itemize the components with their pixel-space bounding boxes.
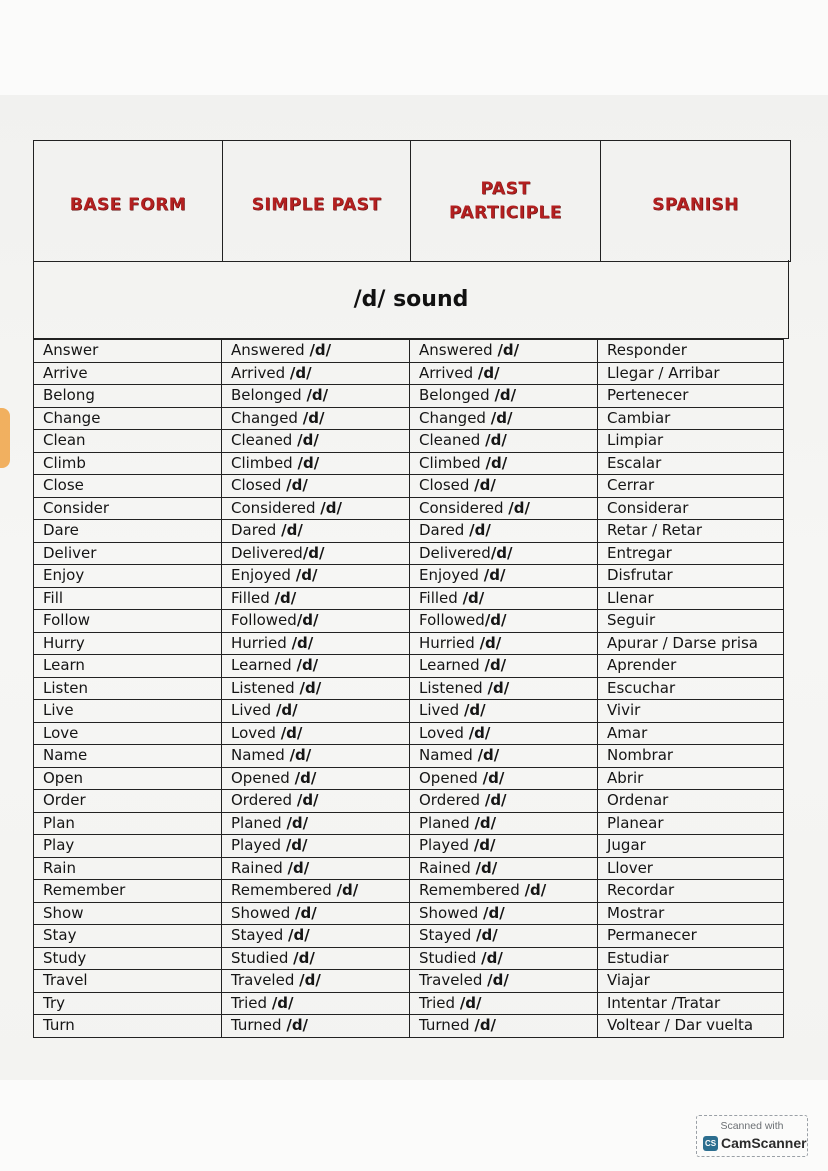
base-form-cell: Remember bbox=[34, 880, 222, 903]
simple-past-cell bbox=[222, 767, 410, 790]
spanish-cell: Pertenecer bbox=[598, 385, 784, 408]
verb-form: Ordered bbox=[231, 791, 293, 810]
d-sound-marker: /d/ bbox=[508, 498, 530, 517]
simple-past-cell bbox=[222, 812, 410, 835]
simple-past-cell bbox=[222, 947, 410, 970]
spanish-cell: Vivir bbox=[598, 700, 784, 723]
d-sound-marker: /d/ bbox=[484, 791, 507, 810]
base-form-cell: Name bbox=[34, 745, 222, 768]
base-form-cell: Clean bbox=[34, 430, 222, 453]
base-form-cell: Love bbox=[34, 722, 222, 745]
verb-form: Filled bbox=[419, 588, 458, 607]
d-sound-marker: /d/ bbox=[483, 903, 505, 922]
past-participle-cell bbox=[410, 745, 598, 768]
verb-form: Changed bbox=[419, 408, 486, 427]
base-form-cell: Fill bbox=[34, 587, 222, 610]
d-sound-marker: /d/ bbox=[274, 588, 297, 607]
spanish-cell: Intentar /Tratar bbox=[598, 992, 784, 1015]
table-row bbox=[34, 880, 784, 903]
simple-past-cell bbox=[222, 677, 410, 700]
verb-form: Considered bbox=[231, 498, 316, 517]
past-participle-cell bbox=[410, 970, 598, 993]
d-sound-marker: /d/ bbox=[297, 431, 319, 450]
simple-past-cell bbox=[222, 857, 410, 880]
verb-form: Loved bbox=[231, 723, 276, 742]
table-row bbox=[34, 970, 784, 993]
verb-form: Planed bbox=[231, 813, 282, 832]
verb-form: Delivered bbox=[231, 543, 303, 562]
column-header-row bbox=[33, 140, 791, 262]
table-row bbox=[34, 520, 784, 543]
verb-form: Learned bbox=[419, 656, 480, 675]
verb-form: Learned bbox=[231, 656, 292, 675]
spanish-cell: Cambiar bbox=[598, 407, 784, 430]
base-form-cell: Show bbox=[34, 902, 222, 925]
base-form-cell: Consider bbox=[34, 497, 222, 520]
d-sound-marker: /d/ bbox=[524, 881, 547, 900]
spanish-cell: Cerrar bbox=[598, 475, 784, 498]
past-participle-cell bbox=[410, 340, 598, 363]
past-participle-cell bbox=[410, 520, 598, 543]
table-row bbox=[34, 632, 784, 655]
spanish-cell: Considerar bbox=[598, 497, 784, 520]
simple-past-cell bbox=[222, 340, 410, 363]
d-sound-marker: /d/ bbox=[289, 746, 312, 765]
spanish-cell: Nombrar bbox=[598, 745, 784, 768]
verb-form: Closed bbox=[231, 476, 282, 495]
simple-past-cell bbox=[222, 407, 410, 430]
spanish-cell: Escalar bbox=[598, 452, 784, 475]
past-participle-cell bbox=[410, 565, 598, 588]
d-sound-marker: /d/ bbox=[484, 656, 507, 675]
d-sound-marker: /d/ bbox=[468, 723, 491, 742]
base-form-cell: Live bbox=[34, 700, 222, 723]
verb-form: Arrived bbox=[231, 363, 286, 382]
base-form-cell: Plan bbox=[34, 812, 222, 835]
past-participle-cell bbox=[410, 475, 598, 498]
spanish-cell: Llegar / Arribar bbox=[598, 362, 784, 385]
base-form-cell: Play bbox=[34, 835, 222, 858]
d-sound-marker: /d/ bbox=[285, 836, 308, 855]
past-participle-cell bbox=[410, 610, 598, 633]
simple-past-cell bbox=[222, 880, 410, 903]
d-sound-marker: /d/ bbox=[295, 566, 318, 585]
verb-form: Dared bbox=[419, 521, 465, 540]
header-base-form: BASE FORM bbox=[34, 141, 223, 261]
verb-form: Lived bbox=[231, 701, 272, 720]
d-sound-marker: /d/ bbox=[280, 723, 303, 742]
verb-form: Turned bbox=[419, 1016, 470, 1035]
base-form-cell: Rain bbox=[34, 857, 222, 880]
d-sound-marker: /d/ bbox=[297, 453, 320, 472]
past-participle-cell bbox=[410, 385, 598, 408]
simple-past-cell bbox=[222, 700, 410, 723]
base-form-cell: Answer bbox=[34, 340, 222, 363]
past-participle-cell bbox=[410, 1015, 598, 1038]
d-sound-marker: /d/ bbox=[463, 701, 486, 720]
spanish-cell: Llover bbox=[598, 857, 784, 880]
past-participle-cell bbox=[410, 497, 598, 520]
simple-past-cell bbox=[222, 790, 410, 813]
d-sound-marker: /d/ bbox=[293, 948, 315, 967]
verb-form: Closed bbox=[419, 476, 470, 495]
verb-form: Tried bbox=[419, 993, 456, 1012]
d-sound-marker: /d/ bbox=[299, 678, 322, 697]
page-edge-mark bbox=[0, 408, 10, 468]
verb-form: Traveled bbox=[419, 971, 483, 990]
verb-form: Hurried bbox=[231, 633, 287, 652]
d-sound-marker: /d/ bbox=[287, 858, 310, 877]
simple-past-cell bbox=[222, 655, 410, 678]
base-form-cell: Climb bbox=[34, 452, 222, 475]
simple-past-cell bbox=[222, 835, 410, 858]
spanish-cell: Jugar bbox=[598, 835, 784, 858]
d-sound-marker: /d/ bbox=[482, 768, 505, 787]
table-row bbox=[34, 857, 784, 880]
spanish-cell: Entregar bbox=[598, 542, 784, 565]
spanish-cell: Aprender bbox=[598, 655, 784, 678]
past-participle-cell bbox=[410, 655, 598, 678]
d-sound-marker: /d/ bbox=[477, 746, 500, 765]
d-sound-marker: /d/ bbox=[320, 498, 342, 517]
d-sound-marker: /d/ bbox=[281, 521, 303, 540]
table-row bbox=[34, 452, 784, 475]
base-form-cell: Change bbox=[34, 407, 222, 430]
past-participle-cell bbox=[410, 767, 598, 790]
past-participle-cell bbox=[410, 925, 598, 948]
past-participle-cell bbox=[410, 902, 598, 925]
verb-form: Traveled bbox=[231, 971, 295, 990]
d-sound-marker: /d/ bbox=[479, 633, 502, 652]
past-participle-cell bbox=[410, 722, 598, 745]
verb-form: Remembered bbox=[419, 881, 520, 900]
verb-form: Answered bbox=[231, 341, 305, 360]
base-form-cell: Study bbox=[34, 947, 222, 970]
table-row bbox=[34, 745, 784, 768]
verb-form: Rained bbox=[231, 858, 283, 877]
table-row bbox=[34, 722, 784, 745]
section-title: /d/ sound bbox=[33, 260, 789, 339]
spanish-cell: Retar / Retar bbox=[598, 520, 784, 543]
base-form-cell: Follow bbox=[34, 610, 222, 633]
base-form-cell: Arrive bbox=[34, 362, 222, 385]
past-participle-cell bbox=[410, 677, 598, 700]
verb-form: Followed bbox=[419, 611, 485, 630]
spanish-cell: Seguir bbox=[598, 610, 784, 633]
table-row bbox=[34, 700, 784, 723]
past-participle-cell bbox=[410, 430, 598, 453]
simple-past-cell bbox=[222, 902, 410, 925]
spanish-cell: Llenar bbox=[598, 587, 784, 610]
verb-form: Played bbox=[419, 836, 470, 855]
d-sound-marker: /d/ bbox=[336, 881, 359, 900]
spanish-cell: Estudiar bbox=[598, 947, 784, 970]
simple-past-cell bbox=[222, 1015, 410, 1038]
past-participle-cell bbox=[410, 835, 598, 858]
base-form-cell: Order bbox=[34, 790, 222, 813]
scanned-with-label: Scanned with bbox=[720, 1120, 784, 1132]
camscanner-name: CamScanner bbox=[721, 1135, 807, 1151]
d-sound-marker: /d/ bbox=[309, 341, 332, 360]
d-sound-marker: /d/ bbox=[286, 476, 308, 495]
spanish-cell: Responder bbox=[598, 340, 784, 363]
d-sound-marker: /d/ bbox=[484, 611, 507, 630]
base-form-cell: Travel bbox=[34, 970, 222, 993]
camscanner-logo-icon: CS bbox=[703, 1136, 718, 1151]
base-form-cell: Open bbox=[34, 767, 222, 790]
d-sound-marker: /d/ bbox=[490, 543, 513, 562]
table-row bbox=[34, 385, 784, 408]
table-row bbox=[34, 655, 784, 678]
base-form-cell: Close bbox=[34, 475, 222, 498]
d-sound-marker: /d/ bbox=[289, 363, 312, 382]
d-sound-marker: /d/ bbox=[306, 386, 329, 405]
simple-past-cell bbox=[222, 497, 410, 520]
d-sound-marker: /d/ bbox=[475, 858, 498, 877]
d-sound-marker: /d/ bbox=[481, 948, 503, 967]
verb-form: Lived bbox=[419, 701, 460, 720]
spanish-cell: Escuchar bbox=[598, 677, 784, 700]
d-sound-marker: /d/ bbox=[296, 656, 319, 675]
d-sound-marker: /d/ bbox=[483, 566, 506, 585]
d-sound-marker: /d/ bbox=[296, 611, 319, 630]
d-sound-marker: /d/ bbox=[462, 588, 485, 607]
simple-past-cell bbox=[222, 475, 410, 498]
d-sound-marker: /d/ bbox=[295, 903, 317, 922]
verb-table-body bbox=[34, 340, 784, 1038]
verb-form: Tried bbox=[231, 993, 268, 1012]
verb-form: Stayed bbox=[231, 926, 284, 945]
simple-past-cell bbox=[222, 385, 410, 408]
simple-past-cell bbox=[222, 587, 410, 610]
d-sound-marker: /d/ bbox=[476, 926, 498, 945]
past-participle-cell bbox=[410, 542, 598, 565]
verb-form: Climbed bbox=[231, 453, 293, 472]
base-form-cell: Try bbox=[34, 992, 222, 1015]
past-participle-cell bbox=[410, 992, 598, 1015]
past-participle-cell bbox=[410, 812, 598, 835]
table-row bbox=[34, 1015, 784, 1038]
table-row bbox=[34, 587, 784, 610]
base-form-cell: Dare bbox=[34, 520, 222, 543]
d-sound-marker: /d/ bbox=[296, 791, 319, 810]
past-participle-cell bbox=[410, 362, 598, 385]
table-row bbox=[34, 475, 784, 498]
past-participle-cell bbox=[410, 452, 598, 475]
verb-form: Loved bbox=[419, 723, 464, 742]
verb-form: Cleaned bbox=[231, 431, 293, 450]
header-past-participle: PAST PARTICIPLE bbox=[411, 141, 601, 261]
d-sound-marker: /d/ bbox=[291, 633, 314, 652]
past-participle-cell bbox=[410, 857, 598, 880]
verb-form: Rained bbox=[419, 858, 471, 877]
d-sound-marker: /d/ bbox=[485, 453, 508, 472]
spanish-cell: Voltear / Dar vuelta bbox=[598, 1015, 784, 1038]
base-form-cell: Belong bbox=[34, 385, 222, 408]
spanish-cell: Permanecer bbox=[598, 925, 784, 948]
verb-form: Remembered bbox=[231, 881, 332, 900]
d-sound-marker: /d/ bbox=[469, 521, 491, 540]
table-row bbox=[34, 430, 784, 453]
past-participle-cell bbox=[410, 947, 598, 970]
header-spanish: SPANISH bbox=[652, 195, 739, 215]
verb-form: Listened bbox=[231, 678, 295, 697]
verb-form: Studied bbox=[419, 948, 477, 967]
past-participle-cell bbox=[410, 407, 598, 430]
d-sound-marker: /d/ bbox=[477, 363, 500, 382]
verb-form: Ordered bbox=[419, 791, 481, 810]
d-sound-marker: /d/ bbox=[487, 678, 510, 697]
verb-form: Named bbox=[231, 746, 285, 765]
past-participle-cell bbox=[410, 632, 598, 655]
simple-past-cell bbox=[222, 632, 410, 655]
spanish-cell: Apurar / Darse prisa bbox=[598, 632, 784, 655]
past-participle-cell bbox=[410, 587, 598, 610]
table-row bbox=[34, 565, 784, 588]
header-simple-past: SIMPLE PAST bbox=[223, 141, 411, 261]
simple-past-cell bbox=[222, 565, 410, 588]
simple-past-cell bbox=[222, 542, 410, 565]
verb-table bbox=[33, 339, 784, 1038]
verb-form: Turned bbox=[231, 1016, 282, 1035]
verb-form: Filled bbox=[231, 588, 270, 607]
verb-form: Planed bbox=[419, 813, 470, 832]
base-form-cell: Stay bbox=[34, 925, 222, 948]
d-sound-marker: /d/ bbox=[474, 476, 496, 495]
d-sound-marker: /d/ bbox=[294, 768, 317, 787]
verb-form: Changed bbox=[231, 408, 298, 427]
past-participle-cell bbox=[410, 700, 598, 723]
spanish-cell: Viajar bbox=[598, 970, 784, 993]
verb-form: Enjoyed bbox=[419, 566, 479, 585]
d-sound-marker: /d/ bbox=[474, 1016, 497, 1035]
spanish-cell: Amar bbox=[598, 722, 784, 745]
d-sound-marker: /d/ bbox=[459, 993, 482, 1012]
d-sound-marker: /d/ bbox=[494, 386, 517, 405]
spanish-cell: Ordenar bbox=[598, 790, 784, 813]
spanish-cell: Mostrar bbox=[598, 902, 784, 925]
verb-form: Considered bbox=[419, 498, 504, 517]
d-sound-marker: /d/ bbox=[286, 813, 309, 832]
d-sound-marker: /d/ bbox=[487, 971, 509, 990]
camscanner-watermark bbox=[696, 1115, 808, 1157]
spanish-cell: Planear bbox=[598, 812, 784, 835]
table-row bbox=[34, 767, 784, 790]
simple-past-cell bbox=[222, 925, 410, 948]
simple-past-cell bbox=[222, 610, 410, 633]
d-sound-marker: /d/ bbox=[299, 971, 321, 990]
d-sound-marker: /d/ bbox=[288, 926, 310, 945]
verb-form: Showed bbox=[419, 903, 479, 922]
verb-form: Stayed bbox=[419, 926, 472, 945]
verb-form: Arrived bbox=[419, 363, 474, 382]
past-participle-cell bbox=[410, 790, 598, 813]
verb-form: Delivered bbox=[419, 543, 491, 562]
d-sound-marker: /d/ bbox=[485, 431, 507, 450]
table-row bbox=[34, 362, 784, 385]
simple-past-cell bbox=[222, 745, 410, 768]
table-row bbox=[34, 925, 784, 948]
simple-past-cell bbox=[222, 362, 410, 385]
verb-form: Named bbox=[419, 746, 473, 765]
spanish-cell: Disfrutar bbox=[598, 565, 784, 588]
base-form-cell: Enjoy bbox=[34, 565, 222, 588]
d-sound-marker: /d/ bbox=[271, 993, 294, 1012]
verb-form: Studied bbox=[231, 948, 289, 967]
simple-past-cell bbox=[222, 970, 410, 993]
verb-form: Cleaned bbox=[419, 431, 481, 450]
base-form-cell: Turn bbox=[34, 1015, 222, 1038]
table-row bbox=[34, 407, 784, 430]
table-row bbox=[34, 835, 784, 858]
simple-past-cell bbox=[222, 722, 410, 745]
verb-form: Belonged bbox=[231, 386, 302, 405]
table-row bbox=[34, 610, 784, 633]
table-row bbox=[34, 902, 784, 925]
verb-form: Opened bbox=[231, 768, 290, 787]
d-sound-marker: /d/ bbox=[286, 1016, 309, 1035]
verb-form: Hurried bbox=[419, 633, 475, 652]
verb-form: Followed bbox=[231, 611, 297, 630]
verb-form: Dared bbox=[231, 521, 277, 540]
d-sound-marker: /d/ bbox=[474, 813, 497, 832]
table-row bbox=[34, 790, 784, 813]
d-sound-marker: /d/ bbox=[473, 836, 496, 855]
table-row bbox=[34, 677, 784, 700]
base-form-cell: Hurry bbox=[34, 632, 222, 655]
simple-past-cell bbox=[222, 520, 410, 543]
verb-form: Answered bbox=[419, 341, 493, 360]
table-row bbox=[34, 992, 784, 1015]
table-row bbox=[34, 947, 784, 970]
d-sound-marker: /d/ bbox=[302, 408, 325, 427]
verb-form: Enjoyed bbox=[231, 566, 291, 585]
verb-form: Listened bbox=[419, 678, 483, 697]
simple-past-cell bbox=[222, 430, 410, 453]
verb-form: Played bbox=[231, 836, 282, 855]
verb-form: Opened bbox=[419, 768, 478, 787]
table-row bbox=[34, 812, 784, 835]
base-form-cell: Learn bbox=[34, 655, 222, 678]
verb-form: Showed bbox=[231, 903, 291, 922]
table-row bbox=[34, 542, 784, 565]
spanish-cell: Abrir bbox=[598, 767, 784, 790]
table-row bbox=[34, 497, 784, 520]
simple-past-cell bbox=[222, 992, 410, 1015]
d-sound-marker: /d/ bbox=[497, 341, 520, 360]
d-sound-marker: /d/ bbox=[275, 701, 298, 720]
table-row bbox=[34, 340, 784, 363]
spanish-cell: Limpiar bbox=[598, 430, 784, 453]
d-sound-marker: /d/ bbox=[302, 543, 325, 562]
past-participle-cell bbox=[410, 880, 598, 903]
simple-past-cell bbox=[222, 452, 410, 475]
verb-form: Climbed bbox=[419, 453, 481, 472]
verb-form: Belonged bbox=[419, 386, 490, 405]
base-form-cell: Deliver bbox=[34, 542, 222, 565]
d-sound-marker: /d/ bbox=[490, 408, 513, 427]
base-form-cell: Listen bbox=[34, 677, 222, 700]
spanish-cell: Recordar bbox=[598, 880, 784, 903]
